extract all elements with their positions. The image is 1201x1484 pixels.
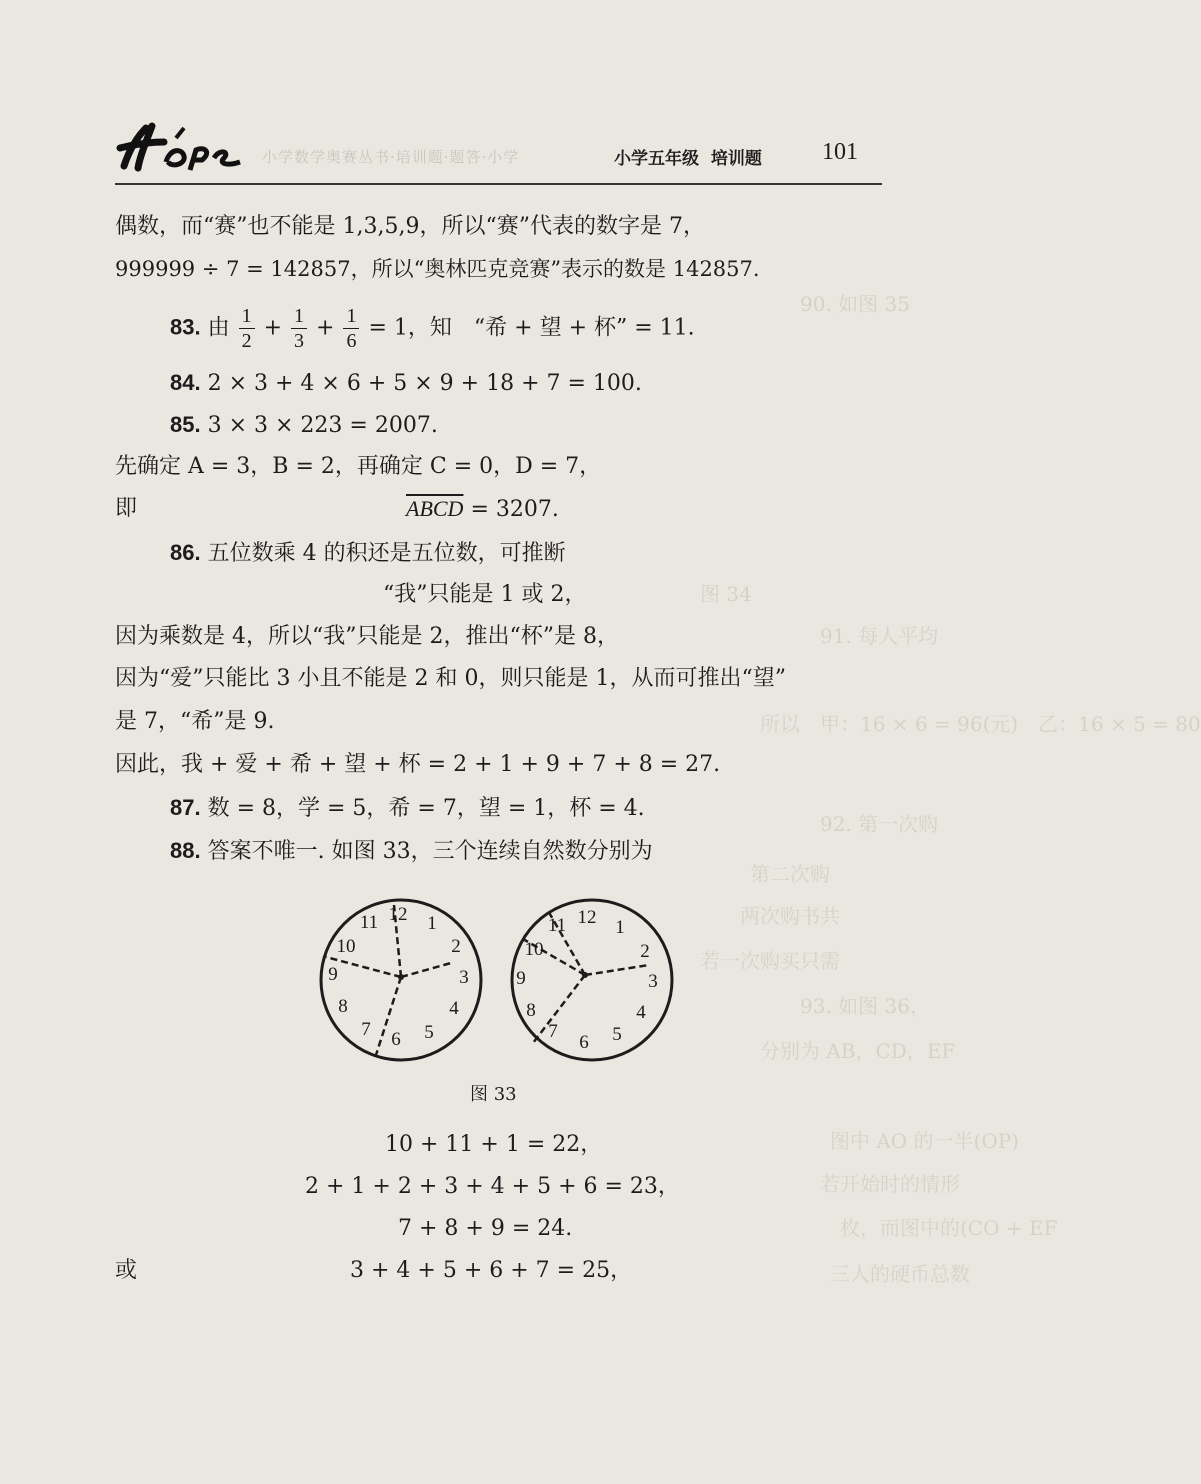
dashed-line bbox=[533, 975, 585, 1043]
clock-number: 7 bbox=[548, 1021, 558, 1042]
text-line: “我”只能是 1 或 2， bbox=[383, 582, 587, 607]
text-line: 偶数，而“赛”也不能是 1,3,5,9，所以“赛”代表的数字是 7， bbox=[115, 214, 705, 239]
problem-88 bbox=[170, 836, 653, 867]
text: 五位数乘 4 的积还是五位数，可推断 bbox=[207, 541, 566, 566]
denominator: 6 bbox=[346, 330, 357, 352]
clock-center bbox=[398, 974, 404, 980]
or-label: 或 bbox=[115, 1258, 138, 1283]
problem-number: 85. bbox=[170, 412, 201, 437]
clock-number: 2 bbox=[640, 941, 650, 962]
problem-87 bbox=[170, 793, 645, 824]
header-rule bbox=[115, 183, 882, 185]
fraction bbox=[291, 306, 307, 351]
clock-number: 5 bbox=[424, 1022, 434, 1043]
grade-label: 小学五年级 bbox=[614, 149, 699, 169]
text-line bbox=[115, 494, 137, 524]
clock-number: 1 bbox=[427, 913, 437, 934]
problem-number: 88. bbox=[170, 838, 201, 863]
ghost-text: 图中 AO 的一半(OP) bbox=[830, 1129, 1020, 1153]
ghost-text: 若一次购买只需 bbox=[700, 949, 840, 973]
text-line: 因此，我 + 爱 + 希 + 望 + 杯 = 2 + 1 + 9 + 7 + 8 = 27. bbox=[115, 752, 721, 777]
clock-numbers bbox=[516, 907, 658, 1053]
clock-number: 3 bbox=[459, 967, 469, 988]
clock-number: 9 bbox=[328, 964, 338, 985]
ghost-text: 92. 第一次购 bbox=[820, 812, 939, 836]
text-line: 是 7，“希”是 9. bbox=[115, 709, 275, 734]
clock-number: 4 bbox=[449, 998, 459, 1019]
problem-85 bbox=[170, 410, 438, 441]
ghost-text: 分别为 AB，CD，EF bbox=[760, 1039, 956, 1063]
clock-number: 11 bbox=[359, 912, 379, 933]
equation: 3 + 4 + 5 + 6 + 7 = 25， bbox=[350, 1258, 633, 1283]
dashed-line bbox=[585, 965, 649, 975]
clock-number: 10 bbox=[524, 939, 544, 960]
ghost-text: 所以 甲：16 × 6 = 96(元) 乙：16 × 5 = 80 bbox=[760, 712, 1201, 736]
ghost-text: 第二次购 bbox=[750, 862, 830, 886]
problem-number: 83. bbox=[170, 314, 201, 340]
ghost-text: 90. 如图 35 bbox=[800, 292, 910, 316]
clock-number: 6 bbox=[391, 1029, 401, 1050]
clock-number: 9 bbox=[516, 968, 526, 989]
clock-right bbox=[507, 895, 677, 1065]
text: 即 bbox=[115, 496, 138, 521]
fraction bbox=[343, 306, 359, 351]
clock-number: 7 bbox=[361, 1019, 371, 1040]
text: 数 = 8，学 = 5，希 = 7，望 = 1，杯 = 4. bbox=[207, 796, 645, 821]
clock-center bbox=[582, 972, 588, 978]
ghost-text: 图 34 bbox=[700, 582, 752, 606]
numerator: 1 bbox=[343, 306, 359, 329]
text-line: 999999 ÷ 7 = 142857，所以“奥林匹克竞赛”表示的数是 142857. bbox=[115, 257, 760, 281]
ghost-text: 三人的硬币总数 bbox=[830, 1262, 970, 1286]
clock-number: 8 bbox=[338, 996, 348, 1017]
clock-number: 12 bbox=[388, 904, 408, 925]
ghost-text: 两次购书共 bbox=[740, 904, 840, 928]
ghost-text: 枚，而图中的(CO + EF bbox=[840, 1216, 1058, 1240]
dashed-line bbox=[401, 963, 451, 977]
ghost-text: 若开始时的情形 bbox=[820, 1172, 960, 1196]
problem-83 bbox=[170, 306, 695, 351]
numerator: 1 bbox=[291, 306, 307, 329]
numerator: 1 bbox=[239, 306, 255, 329]
ghost-text: 91. 每人平均 bbox=[820, 624, 939, 648]
problem-number: 87. bbox=[170, 795, 201, 820]
operator: + bbox=[263, 315, 283, 341]
clock-number: 2 bbox=[451, 936, 461, 957]
equation: 2 + 1 + 2 + 3 + 4 + 5 + 6 = 23， bbox=[305, 1174, 680, 1199]
clock-left bbox=[316, 895, 486, 1065]
clock-number: 1 bbox=[615, 917, 625, 938]
ghost-text: 93. 如图 36， bbox=[800, 994, 930, 1018]
clock-number: 6 bbox=[579, 1032, 589, 1053]
text-line: 因为乘数是 4，所以“我”只能是 2，推出“杯”是 8， bbox=[115, 624, 619, 649]
text: 由 bbox=[207, 315, 230, 341]
text: = 1，知 “希 + 望 + 杯” = 11. bbox=[368, 315, 695, 341]
page-number: 101 bbox=[822, 139, 858, 165]
equation: 10 + 11 + 1 = 22， bbox=[385, 1132, 603, 1157]
clock-number: 12 bbox=[577, 907, 597, 928]
clock-number: 10 bbox=[336, 936, 356, 957]
problem-number: 86. bbox=[170, 540, 201, 565]
header-grade bbox=[614, 144, 762, 169]
fraction bbox=[239, 306, 255, 351]
text: 2 × 3 + 4 × 6 + 5 × 9 + 18 + 7 = 100. bbox=[207, 371, 642, 396]
operator: + bbox=[316, 315, 335, 341]
clock-number: 3 bbox=[648, 971, 658, 992]
clock-number: 4 bbox=[636, 1002, 646, 1023]
problem-number: 84. bbox=[170, 370, 201, 395]
header-faint-text: 小学数学奥赛丛书·培训题·题答·小学 bbox=[262, 148, 520, 166]
denominator: 3 bbox=[294, 330, 305, 352]
equation: 7 + 8 + 9 = 24. bbox=[398, 1216, 573, 1241]
hope-logo bbox=[112, 118, 244, 178]
text: 3 × 3 × 223 = 2007. bbox=[207, 413, 438, 438]
clock-number: 11 bbox=[547, 915, 567, 936]
denominator: 2 bbox=[241, 330, 252, 352]
text-line: 先确定 A = 3，B = 2，再确定 C = 0，D = 7， bbox=[115, 454, 602, 479]
overline-abcd: ABCD bbox=[406, 496, 464, 521]
text: 答案不唯一. 如图 33，三个连续自然数分别为 bbox=[207, 839, 653, 864]
figure-caption: 图 33 bbox=[470, 1084, 517, 1105]
clock-number: 5 bbox=[612, 1024, 622, 1045]
section-label: 培训题 bbox=[710, 149, 762, 169]
problem-84 bbox=[170, 368, 642, 399]
problem-86 bbox=[170, 538, 566, 569]
clock-number: 8 bbox=[526, 1000, 536, 1021]
abcd-equation bbox=[406, 494, 559, 525]
text: = 3207. bbox=[470, 497, 559, 522]
text-line: 因为“爱”只能比 3 小且不能是 2 和 0，则只能是 1，从而可推出“望” bbox=[115, 666, 786, 691]
